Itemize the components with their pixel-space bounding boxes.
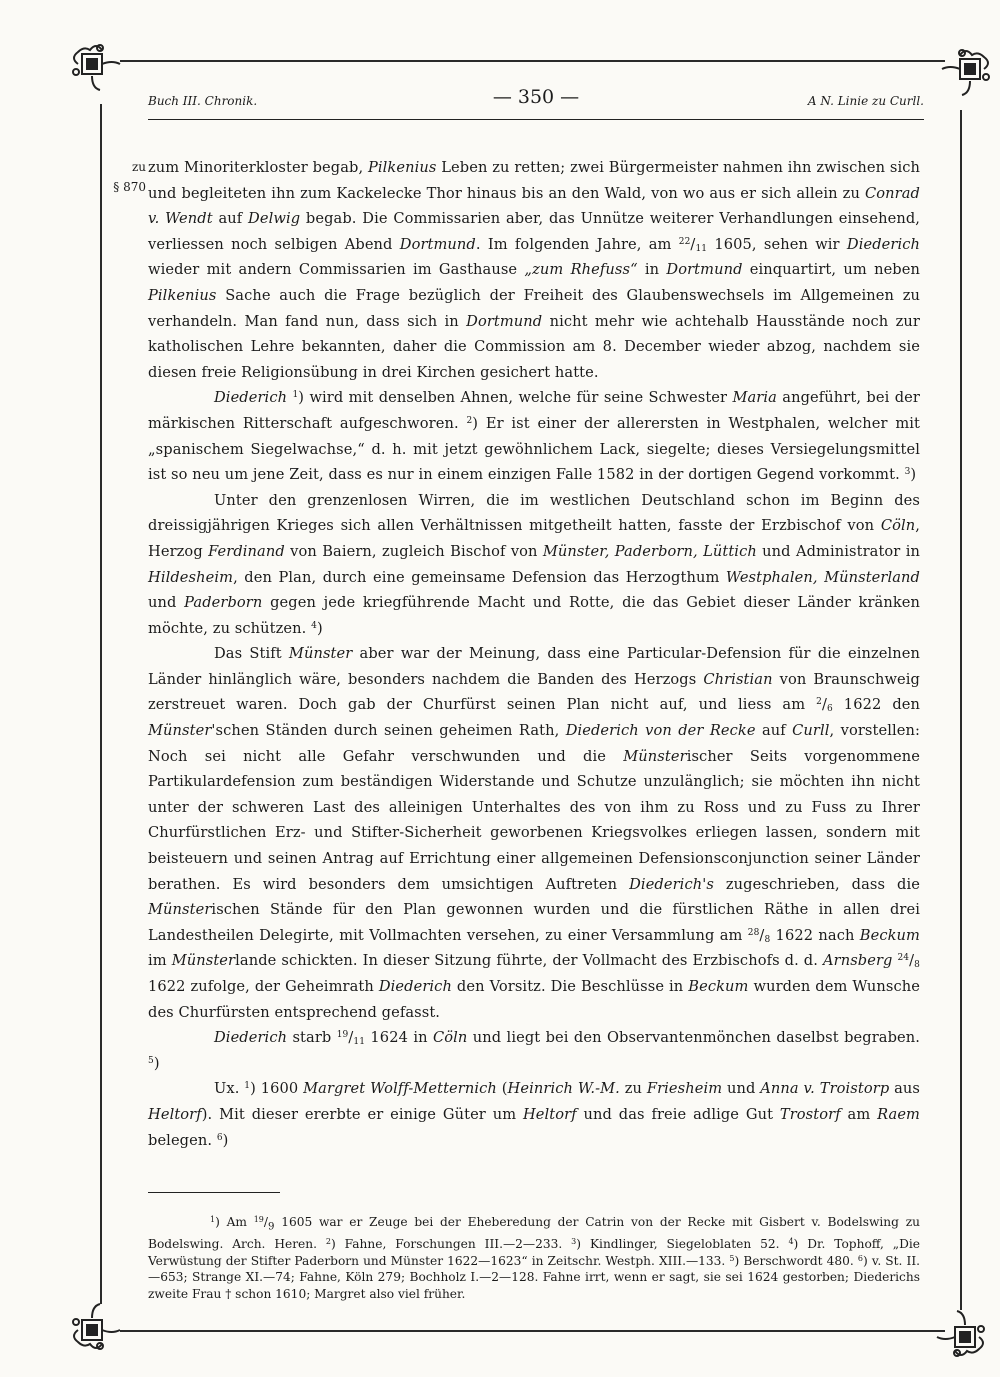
page-number: — 350 — bbox=[492, 86, 580, 108]
header-book-title: Buch III. Chronik. bbox=[148, 94, 258, 108]
paragraph: zum Minoriterkloster begab, Pilkenius Leben zu retten; zwei Bürgermeister nahmen ihn zwischen sich und begleiteten ihn zum Kackelecke Thor hinaus bis an den Wald, von wo aus er sich allein zu Conrad v. Wendt auf Delwig begab. Die Commissarien aber, das Unnütze weiterer Verhandlungen einsehend, verliessen noch selbigen Abend Dortmund. Im folgenden Jahre, am $^{22}/_{11}$ 1605, sehen wir Diederich wieder mit andern Commissarien im Gasthause „zum Rhefuss“ in Dortmund einquartirt, um neben Pilkenius Sache auch die Frage bezüglich der Freiheit des Glaubenswechsels im Allgemeinen zu verhandeln. Man fand nun, dass sich in Dortmund nicht mehr wie achtehalb Hausstände noch zur katholischen Lehre bekannten, daher die Commission am 8. December wieder abzog, nachdem sie diesen freie Religionsübung in drei Kirchen gesichert hatte. bbox=[148, 159, 921, 381]
paragraph: Diederich $^1$) wird mit denselben Ahnen, welche für seine Schwester Maria angeführt, bei der märkischen Ritterschaft aufgeschworen. $^2$) Er ist einer der allerersten in Westphalen, welcher mit „spanischem Siegelwachse,“ d. h. mit jetzt gewöhnlichem Lack, siegelte; dieses Versiegelungsmittel ist so neu um jene Zeit, dass es nur in einem einzigen Falle 1582 in der dortigen Gegend vorkommt. $^3$) bbox=[148, 389, 921, 484]
corner-ornament-icon bbox=[68, 1290, 132, 1354]
running-header bbox=[148, 86, 924, 116]
paragraph: Ux. $^1$) 1600 Margret Wolff-Metternich (Heinrich W.-M. zu Friesheim und Anna v. Troistorp aus Heltorf). Mit dieser ererbte er einige Güter um Heltorf und das freie adlige Gut Trostorf am Raem belegen. $^6$) bbox=[148, 1080, 920, 1149]
frame-line-right bbox=[960, 110, 962, 1310]
frame-line-bottom bbox=[120, 1330, 945, 1332]
footnotes bbox=[148, 1214, 920, 1302]
margin-note-section: § 870 bbox=[113, 180, 146, 194]
corner-ornament-icon bbox=[68, 40, 132, 104]
header-lineage: A N. Linie zu Curll. bbox=[807, 94, 924, 108]
paragraph: Diederich starb $^{19}/_{11}$ 1624 in Cöln und liegt bei den Observantenmönchen daselbst begraben. $^5$) bbox=[148, 1029, 920, 1072]
footnote-rule bbox=[148, 1192, 280, 1193]
frame-line-top bbox=[120, 60, 945, 62]
paragraph: Unter den grenzenlosen Wirren, die im westlichen Deutschland schon im Beginn des dreissigjährigen Krieges sich allen Verhältnissen mitgetheilt hatten, fasste der Erzbischof von Cöln, Herzog Ferdinand von Baiern, zugleich Bischof von Münster, Paderborn, Lüttich und Administrator in Hildesheim, den Plan, durch eine gemeinsame Defension das Herzogthum Westphalen, Münsterland und Paderborn gegen jede kriegführende Macht und Rotte, die das Gebiet dieser Länder kränken möchte, zu schützen. $^4$) bbox=[148, 491, 921, 637]
paragraph: Das Stift Münster aber war der Meinung, dass eine Particular-Defension für die einzelnen Länder hinlänglich wäre, besonders nachdem die Banden des Herzogs Christian von Braunschweig zerstreuet waren. Doch gab der Churfürst seinen Plan nicht auf, und liess am $^2/_6$ 1622 den Münster'schen Ständen durch seinen geheimen Rath, Diederich von der Recke auf Curll, vorstellen: Noch sei nicht alle Gefahr verschwunden und die Münsterischer Seits vorgenommene Partikulardefension zum beständigen Widerstande und Schutze unzulänglich; sie möchten ihn nicht unter der schweren Last des alleinigen Unterhaltes des von ihm zu Ross und zu Fuss zu Ihrer Churfürstlichen Erz- und Stifter-Sicherheit geworbenen Kriegsvolkes erliegen lassen, sondern mit beisteuern und seinen Antrag auf Errichtung einer allgemeinen Defensionsconjunction seiner Länder berathen. Es wird besonders dem umsichtigen Auftreten Diederich's zugeschrieben, dass die Münsterischen Stände für den Plan gewonnen wurden und die fürstlichen Räthe in allen drei Landestheilen Delegirte, mit Vollmachten versehen, zu einer Versammlung am $^{28}/_8$ 1622 nach Beckum im Münsterlande schickten. In dieser Sitzung führte, der Vollmacht des Erzbischofs d. d. Arnsberg $^{24}/_8$ 1622 zufolge, der Geheimrath Diederich den Vorsitz. Die Beschlüsse in Beckum wurden dem Wunsche des Churfürsten entsprechend gefasst. bbox=[148, 645, 921, 1021]
frame-line-left bbox=[100, 104, 102, 1304]
footnote-text: $^1$) Am $^{19}/_9$ 1605 war er Zeuge bei der Eheberedung der Catrin von der Recke mit Gisbert v. Bodelswing zu Bodelswing. Arch. Heren. $^2$) Fahne, Forschungen III.—2—233. $^3$) Kindlinger, Siegeloblaten 52. $^4$) Dr. Tophoff, „Die Verwüstung der Stifter Paderborn und Münster 1622—1623“ in Zeitschr. Westph. XIII.—133. $^5$) Berschwordt 480. $^6$) v. St. II.—653; Strange XI.—74; Fahne, Köln 279; Bochholz I.—2—128. Fahne irrt, wenn er sagt, sie sei 1624 gestorben; Diederichs zweite Frau † schon 1610; Margret also viel früher. bbox=[148, 1215, 921, 1301]
header-rule bbox=[148, 119, 924, 120]
corner-ornament-icon bbox=[930, 45, 994, 109]
body-text bbox=[148, 155, 920, 1153]
corner-ornament-icon bbox=[925, 1297, 989, 1361]
margin-note-zu: zu bbox=[131, 160, 146, 174]
